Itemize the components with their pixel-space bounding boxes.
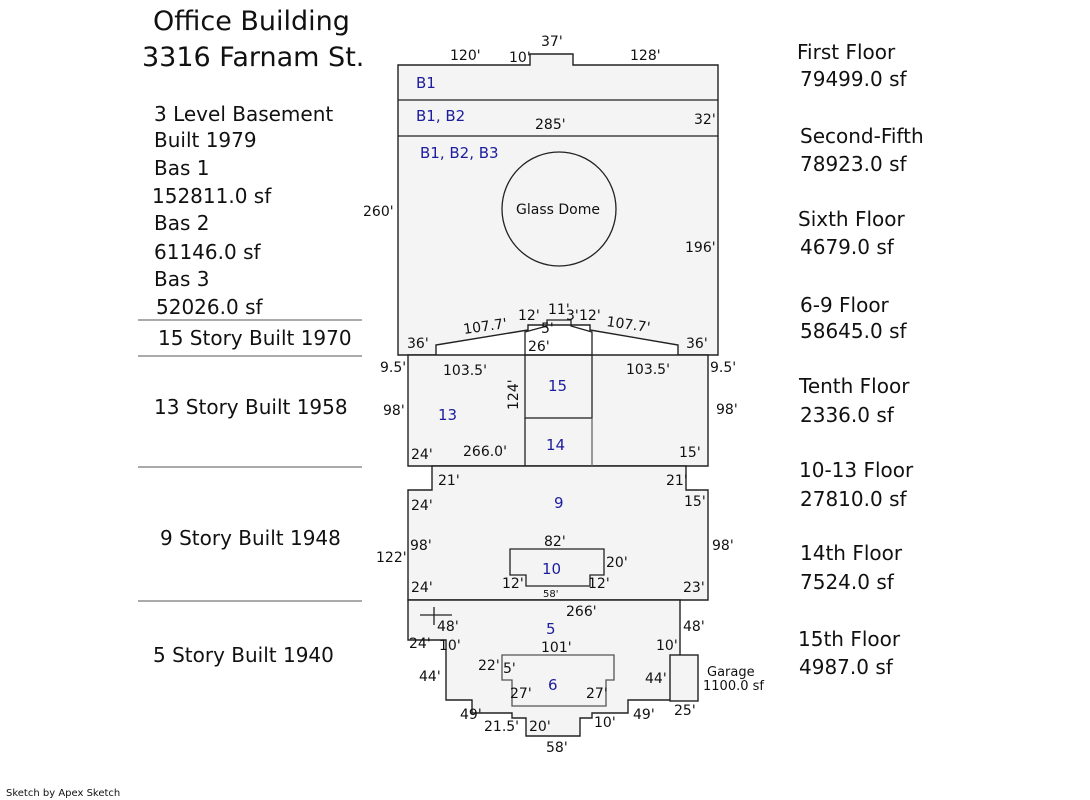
floor-area-10-13: 27810.0 sf xyxy=(800,487,907,511)
dim-label: 120' xyxy=(450,48,481,64)
title-line-2: 3316 Farnam St. xyxy=(142,42,365,73)
garage-block xyxy=(670,655,698,701)
dim-label: 24' xyxy=(411,447,433,463)
dim-label: 9.5' xyxy=(380,360,407,376)
dim-label: 5' xyxy=(541,321,554,337)
basement-note-4: 152811.0 sf xyxy=(152,184,272,208)
section-label-1958: 13 Story Built 1958 xyxy=(154,395,348,419)
dim-label: 27' xyxy=(586,686,608,702)
dim-label: 101' xyxy=(541,640,572,656)
dim-label: 58' xyxy=(546,740,568,756)
dim-label: 15' xyxy=(684,494,706,510)
dim-label: 11' xyxy=(548,302,570,318)
dim-label: 9.5' xyxy=(710,360,737,376)
floor-area-tenth: 2336.0 sf xyxy=(800,403,894,427)
section-label-1948: 9 Story Built 1948 xyxy=(160,526,341,550)
dim-label: 24' xyxy=(411,580,433,596)
dim-label: 10' xyxy=(594,715,616,731)
dim-label: 12' xyxy=(518,308,540,324)
dim-label: 37' xyxy=(541,34,563,50)
dim-label: 12' xyxy=(579,308,601,324)
label-area-10: 10 xyxy=(542,560,562,578)
dim-label: 21.5' xyxy=(484,719,520,735)
floor-name-sixth: Sixth Floor xyxy=(798,207,905,231)
dim-label: 82' xyxy=(544,534,566,550)
dim-label: 128' xyxy=(630,48,661,64)
floor-name-second-fifth: Second-Fifth xyxy=(800,124,924,148)
dim-label: 24' xyxy=(409,636,431,652)
dim-label: 48' xyxy=(437,619,459,635)
label-b1-b2-b3: B1, B2, B3 xyxy=(420,144,499,162)
dim-label: 10' xyxy=(656,638,678,654)
dim-label: 266.0' xyxy=(463,444,507,460)
label-area-15: 15 xyxy=(548,377,568,395)
floor-name-first: First Floor xyxy=(797,40,896,64)
dim-label: 23' xyxy=(683,580,705,596)
dim-label: 266' xyxy=(566,604,597,620)
title-line-1: Office Building xyxy=(153,6,350,37)
label-garage-area: 1100.0 sf xyxy=(703,679,764,694)
label-b1: B1 xyxy=(416,74,436,92)
dim-label: 58' xyxy=(543,589,559,600)
section-label-1940: 5 Story Built 1940 xyxy=(153,643,334,667)
dim-label: 98' xyxy=(716,402,738,418)
dim-label: 21' xyxy=(438,473,460,489)
dim-label: 22' xyxy=(478,658,500,674)
basement-note-7: Bas 3 xyxy=(154,267,210,291)
dim-label: 32' xyxy=(694,112,716,128)
label-area-9: 9 xyxy=(554,494,564,512)
dim-label: 107.7' xyxy=(605,314,652,337)
dim-label: 10' xyxy=(439,638,461,654)
dim-label: 20' xyxy=(606,555,628,571)
floor-name-10-13: 10-13 Floor xyxy=(799,458,914,482)
basement-note-8: 52026.0 sf xyxy=(156,295,263,319)
floor-name-15th: 15th Floor xyxy=(798,627,901,651)
dim-label: 15' xyxy=(679,445,701,461)
label-glass-dome: Glass Dome xyxy=(516,202,600,218)
floor-area-first: 79499.0 sf xyxy=(800,67,907,91)
dim-label: 49' xyxy=(460,707,482,723)
label-b1-b2: B1, B2 xyxy=(416,107,466,125)
dim-label: 5' xyxy=(503,661,516,677)
sketch-credit: Sketch by Apex Sketch xyxy=(6,788,121,799)
floor-area-second-fifth: 78923.0 sf xyxy=(800,152,907,176)
floor-area-14th: 7524.0 sf xyxy=(800,570,894,594)
dim-label: 44' xyxy=(645,671,667,687)
dim-label: 103.5' xyxy=(626,362,670,378)
dim-label: 25' xyxy=(674,703,696,719)
floor-area-sixth: 4679.0 sf xyxy=(800,235,894,259)
dim-label: 196' xyxy=(685,240,716,256)
dim-label: 48' xyxy=(683,619,705,635)
dim-label: 12' xyxy=(588,576,610,592)
dim-label: 98' xyxy=(712,538,734,554)
floor-name-6-9: 6-9 Floor xyxy=(800,293,889,317)
dim-label: 122' xyxy=(376,550,407,566)
dim-label: 98' xyxy=(410,538,432,554)
dim-label: 107.7' xyxy=(462,316,509,338)
floor-area-15th: 4987.0 sf xyxy=(799,655,893,679)
dim-label: 27' xyxy=(510,686,532,702)
dim-label: 12' xyxy=(502,576,524,592)
basement-note-1: 3 Level Basement xyxy=(154,102,334,126)
dim-label: 20' xyxy=(529,719,551,735)
section-label-1970: 15 Story Built 1970 xyxy=(158,326,352,350)
dim-label: 21' xyxy=(666,473,688,489)
section-dividers xyxy=(138,320,362,601)
basement-note-5: Bas 2 xyxy=(154,211,210,235)
dim-label: 26' xyxy=(528,339,550,355)
dim-label: 10' xyxy=(509,50,531,66)
dim-label: 36' xyxy=(686,336,708,352)
dim-label: 260' xyxy=(363,204,394,220)
label-area-13: 13 xyxy=(438,406,458,424)
dim-label: 44' xyxy=(419,669,441,685)
floor-area-6-9: 58645.0 sf xyxy=(800,319,907,343)
basement-note-2: Built 1979 xyxy=(154,128,257,152)
basement-note-6: 61146.0 sf xyxy=(154,240,261,264)
dim-label: 124' xyxy=(506,379,522,410)
dim-label: 24' xyxy=(411,498,433,514)
dim-label: 36' xyxy=(407,336,429,352)
basement-note-3: Bas 1 xyxy=(154,156,210,180)
dim-label: 49' xyxy=(633,707,655,723)
floor-name-14th: 14th Floor xyxy=(800,541,903,565)
label-area-5: 5 xyxy=(546,620,556,638)
dim-label: 103.5' xyxy=(443,363,487,379)
floor-name-tenth: Tenth Floor xyxy=(799,374,910,398)
label-area-6: 6 xyxy=(548,676,558,694)
dim-label: 98' xyxy=(383,403,405,419)
dim-label: 285' xyxy=(535,117,566,133)
label-area-14: 14 xyxy=(546,436,566,454)
label-garage: Garage xyxy=(707,665,755,680)
dim-label: 3' xyxy=(566,308,579,324)
